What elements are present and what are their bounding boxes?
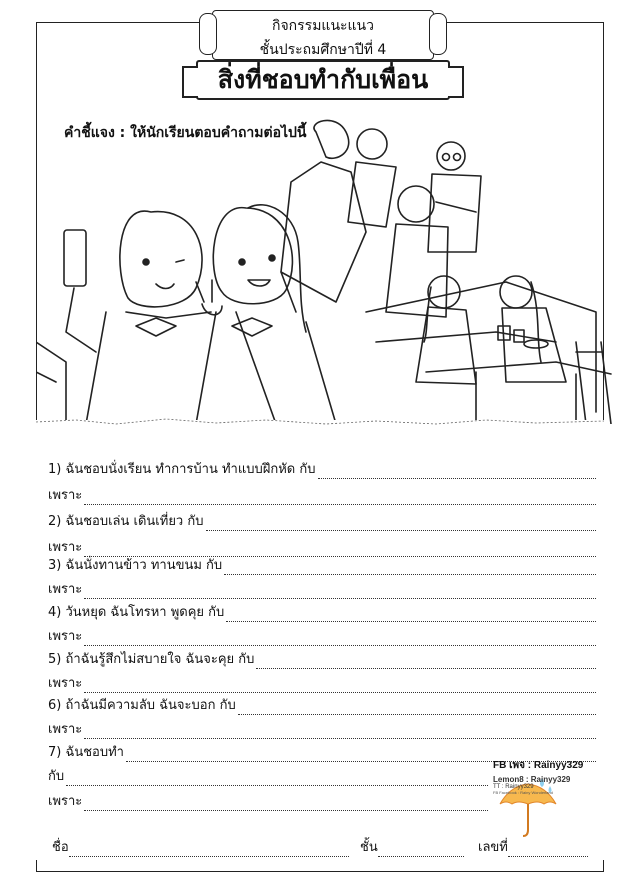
answer-line[interactable] bbox=[318, 466, 597, 479]
reason-1 bbox=[48, 484, 596, 505]
question-text: 4) วันหยุด ฉันโทรหา พูดคุย กับ bbox=[48, 605, 225, 620]
with-7 bbox=[48, 765, 488, 786]
credit-fb: FB เพจ : Rainyy329 bbox=[493, 760, 584, 771]
reason-label: เพราะ bbox=[48, 540, 83, 555]
students-illustration bbox=[36, 112, 612, 424]
credit-watermark bbox=[493, 758, 593, 795]
reason-line[interactable] bbox=[84, 726, 596, 739]
activity-banner bbox=[212, 10, 434, 60]
reason-line[interactable] bbox=[84, 492, 596, 505]
credit-facebook: FB Facebook : Rainy Wonderland bbox=[493, 790, 553, 795]
reason-line[interactable] bbox=[84, 633, 596, 646]
question-3 bbox=[48, 554, 596, 575]
with-label: กับ bbox=[48, 769, 65, 784]
class-line[interactable] bbox=[378, 844, 464, 857]
reason-line[interactable] bbox=[84, 798, 488, 811]
reason-5 bbox=[48, 672, 596, 693]
reason-label: เพราะ bbox=[48, 722, 83, 737]
question-text: 6) ถ้าฉันมีความลับ ฉันจะบอก กับ bbox=[48, 698, 236, 713]
with-line[interactable] bbox=[66, 773, 488, 786]
reason-line[interactable] bbox=[84, 680, 596, 693]
class-label: ชั้น bbox=[360, 840, 378, 855]
question-1 bbox=[48, 458, 596, 479]
answer-line[interactable] bbox=[256, 656, 596, 669]
reason-label: เพราะ bbox=[48, 676, 83, 691]
answer-line[interactable] bbox=[206, 518, 597, 531]
number-line[interactable] bbox=[508, 844, 588, 857]
question-text: 1) ฉันชอบนั่งเรียน ทำการบ้าน ทำแบบฝึกหัด กับ bbox=[48, 462, 316, 477]
question-2 bbox=[48, 510, 596, 531]
instruction-text: คำชี้แจง : ให้นักเรียนตอบคำถามต่อไปนี้ bbox=[64, 125, 307, 141]
question-text: 3) ฉันนั่งทานข้าว ทานขนม กับ bbox=[48, 558, 223, 573]
answer-line[interactable] bbox=[224, 562, 596, 575]
name-label: ชื่อ bbox=[52, 840, 69, 855]
answer-line[interactable] bbox=[238, 702, 596, 715]
reason-6 bbox=[48, 718, 596, 739]
question-text: 5) ถ้าฉันรู้สึกไม่สบายใจ ฉันจะคุย กับ bbox=[48, 652, 255, 667]
grade-label: ชั้นประถมศึกษาปีที่ 4 bbox=[259, 42, 387, 58]
reason-7 bbox=[48, 790, 488, 811]
question-5 bbox=[48, 648, 596, 669]
page-title: สิ่งที่ชอบทำกับเพื่อน bbox=[217, 65, 429, 94]
title-banner bbox=[196, 60, 450, 100]
name-line[interactable] bbox=[69, 844, 349, 857]
reason-label: เพราะ bbox=[48, 794, 83, 809]
number-label: เลขที่ bbox=[478, 840, 508, 855]
reason-line[interactable] bbox=[84, 586, 596, 599]
answer-line[interactable] bbox=[226, 609, 596, 622]
question-text: 7) ฉันชอบทำ bbox=[48, 745, 124, 760]
question-6 bbox=[48, 694, 596, 715]
reason-label: เพราะ bbox=[48, 629, 83, 644]
reason-4 bbox=[48, 625, 596, 646]
question-text: 2) ฉันชอบเล่น เดินเที่ยว กับ bbox=[48, 514, 204, 529]
reason-label: เพราะ bbox=[48, 488, 83, 503]
reason-label: เพราะ bbox=[48, 582, 83, 597]
credit-lemon8: Lemon8 : Rainyy329 bbox=[493, 775, 571, 784]
credit-tt: TT : Rainyy329 bbox=[493, 784, 534, 790]
reason-3 bbox=[48, 578, 596, 599]
question-4 bbox=[48, 601, 596, 622]
subject-label: กิจกรรมแนะแนว bbox=[272, 18, 374, 34]
